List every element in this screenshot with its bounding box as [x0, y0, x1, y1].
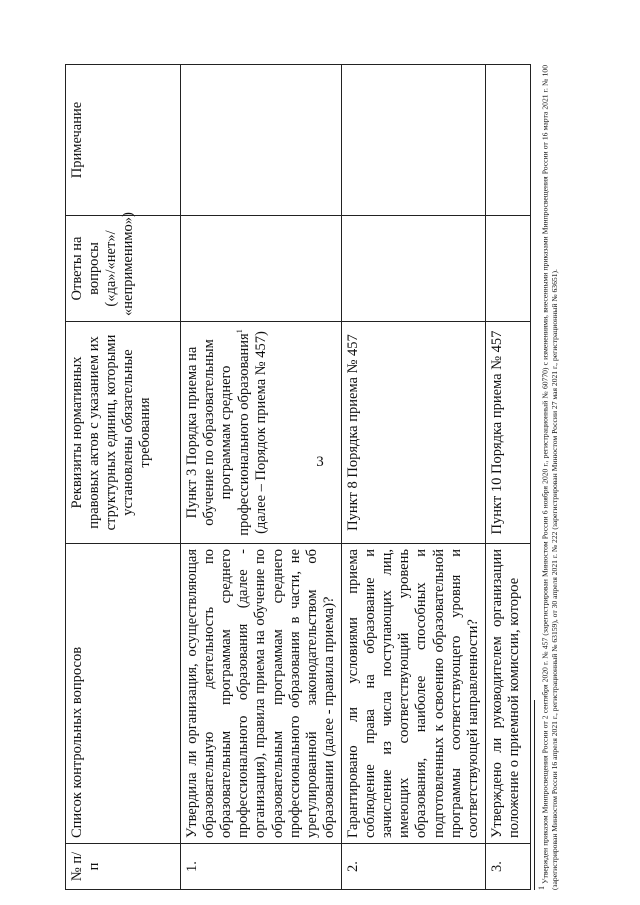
row-note[interactable] — [485, 65, 530, 216]
footnote-text: Утвержден приказом Минпросвещения России от 2 сентября 2020 г. № 457 (зарегистрирован Минюстом России 6 ноября 2020 г., регистрационный № 60770) с изменениями, внесенными приказами Минпросвещения России от 16 марта 2021 г. № 100 (зарегистрирован Минюстом России 16 апреля 2021 г., регистрационный № 63159), от 30 апреля 2021 г. № 222 (зарегистрирован Минюстом России 27 мая 2021 г., регистрационный № 63651). — [540, 65, 560, 890]
row-requisite: Пункт 10 Порядка приема № 457 — [485, 322, 530, 544]
requisite-text: Пункт 3 Порядка приема на обучение по образовательным программам среднего профессионального образования — [184, 333, 253, 536]
row-requisite — [181, 322, 342, 544]
requisite-tail: (далее – Порядок приема № 457) — [253, 331, 270, 534]
table-row — [341, 65, 485, 890]
header-num: № п/п — [66, 844, 181, 890]
row-answer[interactable] — [181, 216, 342, 322]
row-number: 2. — [341, 844, 485, 890]
row-requisite: Пункт 8 Порядка приема № 457 — [341, 322, 485, 544]
rotated-page-content — [65, 65, 560, 890]
row-question: Утвердила ли организация, осуществляющая образовательную деятельность по образовательным программам среднего профессионального образования (далее - организация), правила приема на обучение по образовательным программам среднего профессионального образования в части, не урегулированной законодательством об образовании (далее - правила приема)? — [181, 544, 342, 844]
page-number: 3 — [316, 454, 324, 470]
table-row — [181, 65, 342, 890]
header-requisites: Реквизиты нормативных правовых актов с указанием их структурных единиц, которыми установлены обязательные требования — [66, 322, 181, 544]
row-question: Утверждено ли руководителем организации положение о приемной комиссии, которое — [485, 544, 530, 844]
row-note[interactable] — [181, 65, 342, 216]
row-note[interactable] — [341, 65, 485, 216]
table-row — [485, 65, 530, 890]
footnote-mark: 1 — [537, 886, 546, 890]
table-header-row — [66, 65, 181, 890]
header-note: Примечание — [66, 65, 181, 216]
footnote — [537, 65, 560, 890]
row-question: Гарантировано ли условиями приема соблюдение права на образование и зачисление из числа поступающих лиц, имеющих соответствующий уровень образования, наиболее способных и подготовленных к освоению образовательной программы соответствующего уровня и соответствующей направленности? — [341, 544, 485, 844]
checklist-table — [65, 64, 531, 890]
row-number: 3. — [485, 844, 530, 890]
header-question: Список контрольных вопросов — [66, 544, 181, 844]
row-number: 1. — [181, 844, 342, 890]
row-answer[interactable] — [341, 216, 485, 322]
row-answer[interactable] — [485, 216, 530, 322]
footnote-mark: 1 — [235, 329, 245, 334]
footnote-divider — [534, 700, 535, 890]
header-answers: Ответы на вопросы («да»/«нет»/ «неприменимо») — [66, 216, 181, 322]
